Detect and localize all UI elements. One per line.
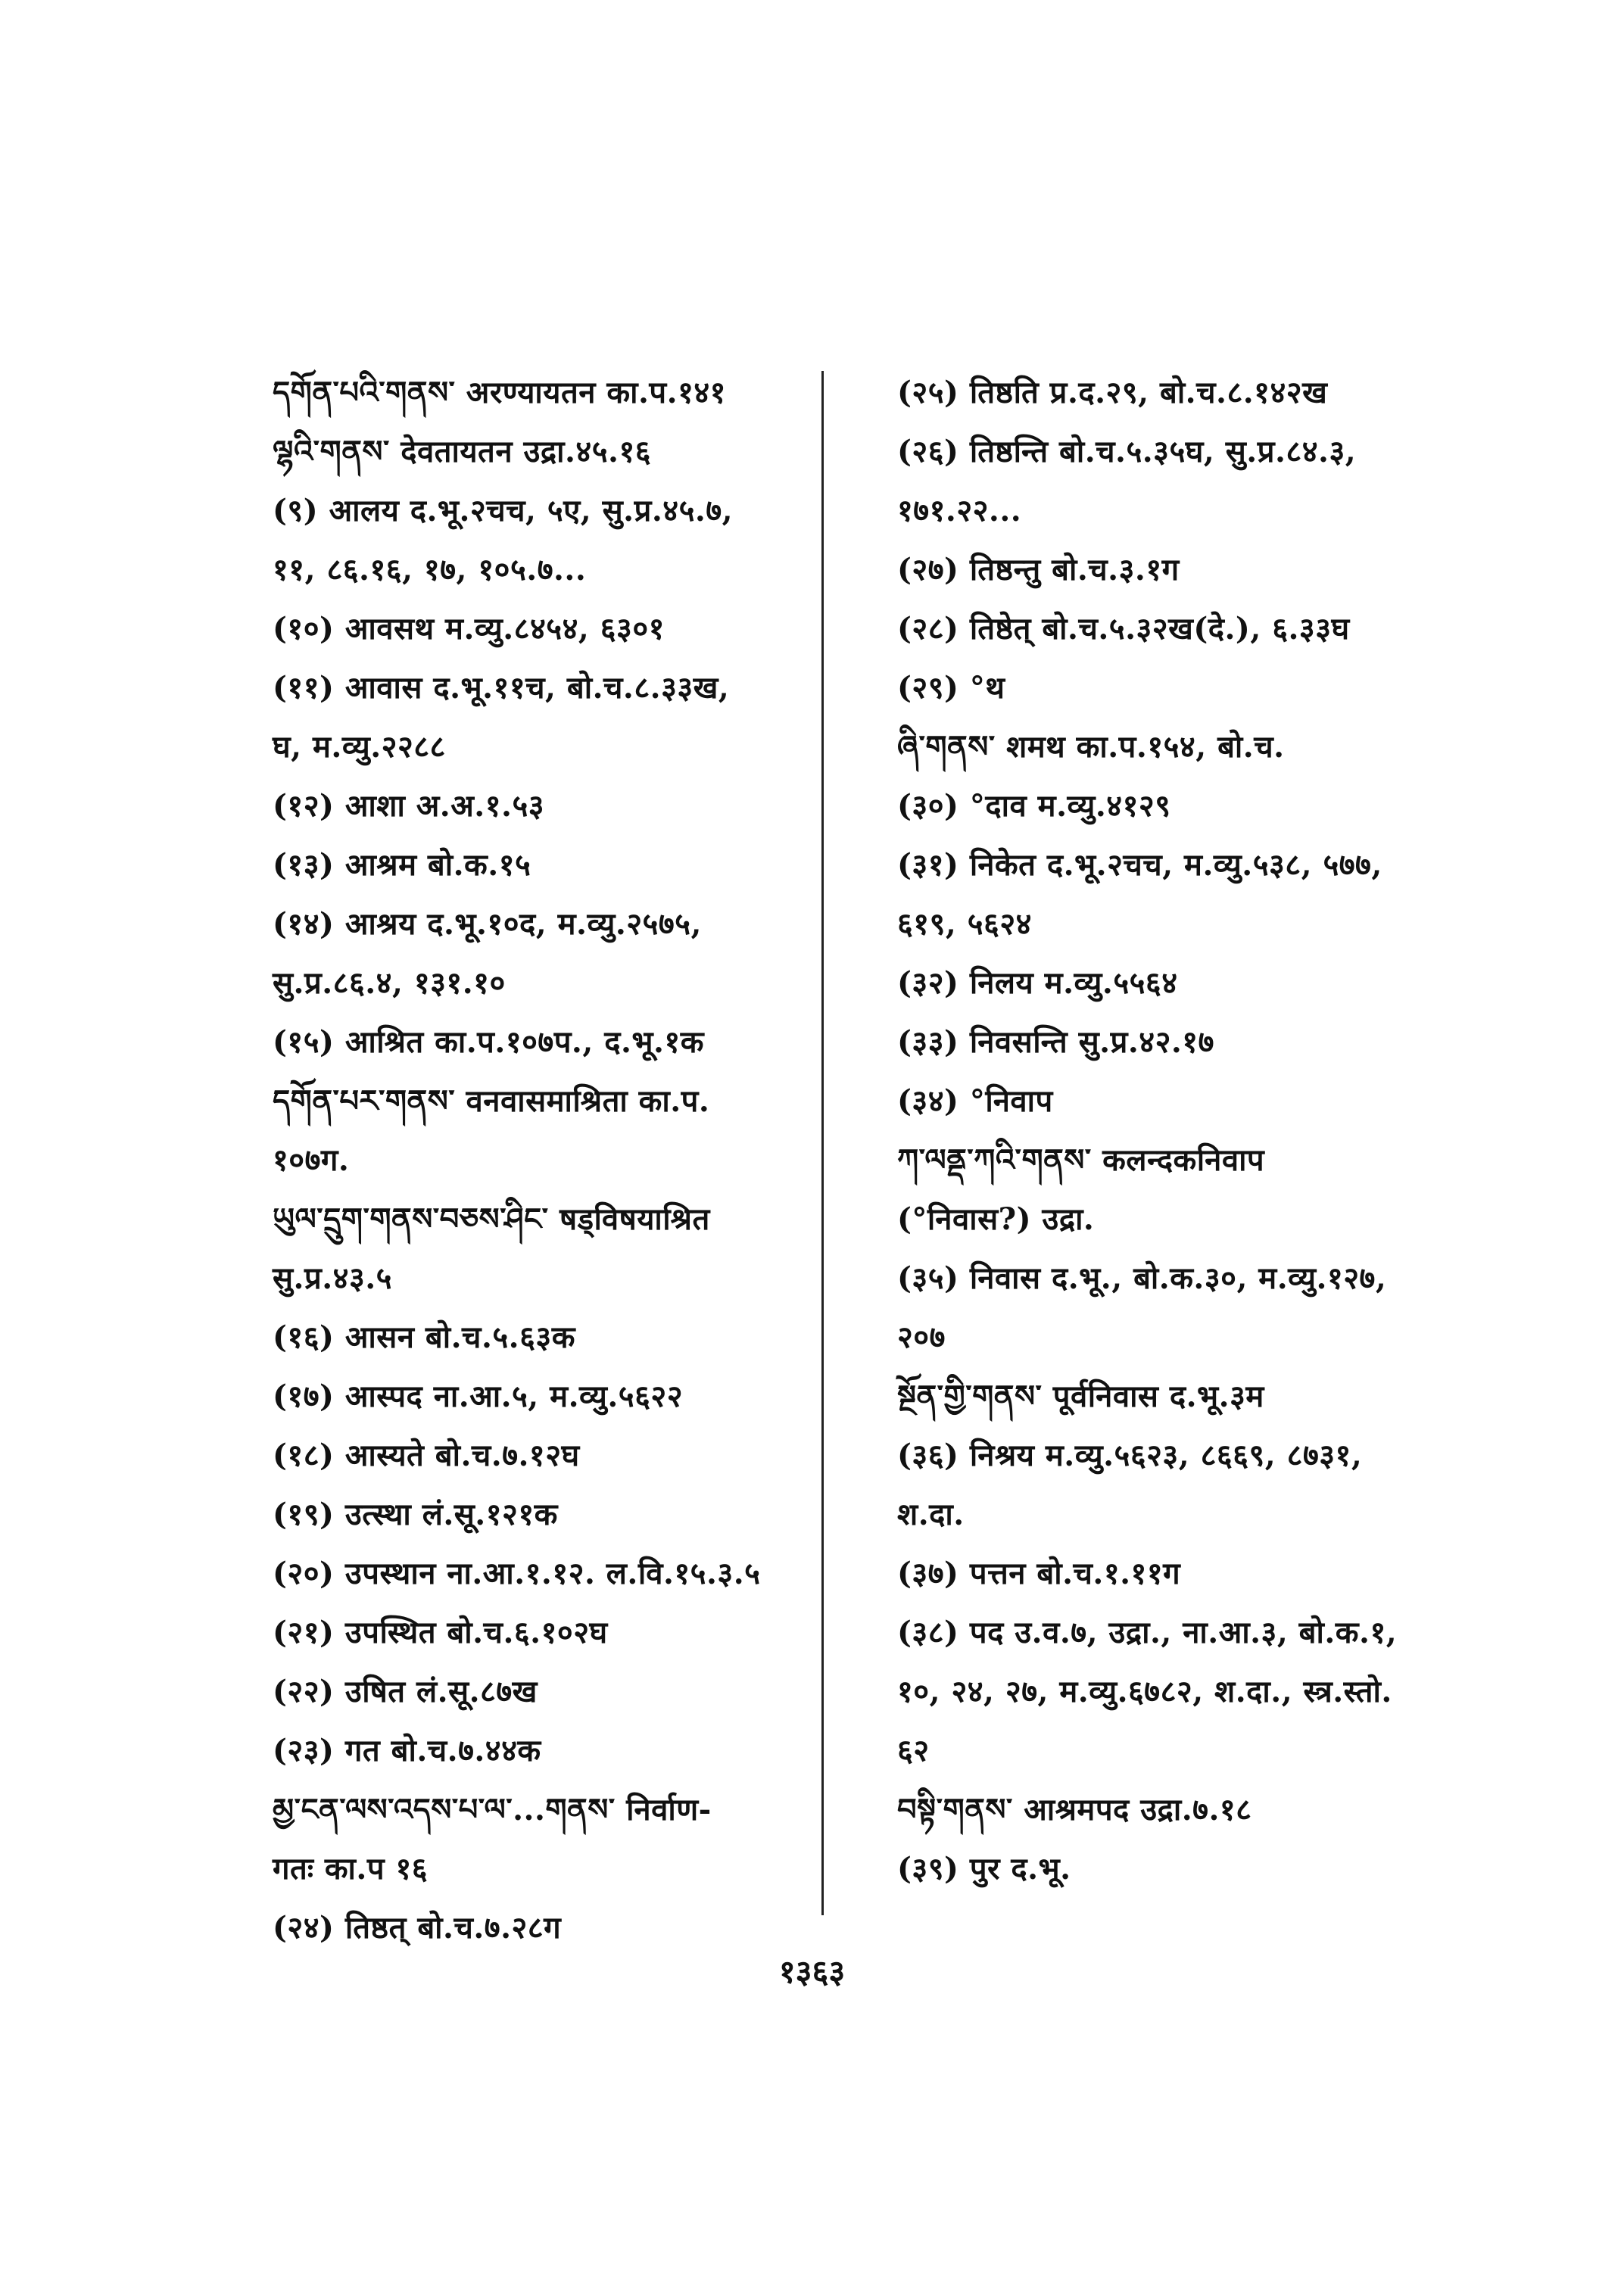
entry-line: (३७) पत्तन बो.च.१.११ग (897, 1556, 1181, 1591)
entry-line: (२८) तिष्ठेत् बो.च.५.३२ख(दे.), ६.३३घ (897, 611, 1350, 646)
entry-line: མྱ་ངན་ལས་འདས་པ་ལ་...གནས་ निर्वाण- (273, 1792, 712, 1827)
right-column (897, 363, 1488, 1899)
entry-line: (३३) निवसन्ति सु.प्र.४२.१७ (897, 1024, 1214, 1060)
entry-line: (°निवास?) उद्रा. (897, 1201, 1095, 1237)
entry-line: (१४) आश्रय द.भू.१०द, म.व्यु.२५७५, (273, 906, 702, 942)
entry-line: (९) आलय द.भू.२चच, ५ए, सु.प्र.४५.७, (273, 493, 734, 528)
entry-line: (२२) उषित लं.सू.८७ख (273, 1674, 538, 1709)
entry-line: (११) आवास द.भू.११च, बो.च.८.३३ख, (273, 670, 730, 706)
column-divider (821, 371, 824, 1915)
entry-line: (३५) निवास द.भू., बो.क.३०, म.व्यु.१२७, (897, 1260, 1387, 1296)
entry-line: (३१) निकेत द.भू.२चच, म.व्यु.५३८, ५७७, (897, 847, 1382, 883)
entry-line: (१५) आश्रित का.प.१०७प., द.भू.१क (273, 1024, 704, 1060)
entry-line: (२९) °थ (897, 670, 1005, 706)
entry-line: ཞི་གནས་ शमथ का.प.१५४, बो.च. (897, 729, 1285, 765)
entry-line: (२७) तिष्ठन्तु बो.च.३.१ग (897, 552, 1180, 587)
entry-line: (१९) उत्स्था लं.सू.१२१क (273, 1497, 558, 1532)
entry-line: (१७) आस्पद ना.आ.५, म.व्यु.५६२२ (273, 1379, 683, 1414)
entry-line: ཀ་ལནྡ་ཀའི་གནས་ कलन्दकनिवाप (897, 1142, 1265, 1178)
entry-line: (१०) आवसथ म.व्यु.८४५४, ६३०१ (273, 611, 665, 646)
entry-line: सु.प्र.८६.४, १३१.१० (273, 965, 506, 1001)
entry-line: सु.प्र.४३.५ (273, 1260, 392, 1296)
entry-line: (१८) आस्यते बो.च.७.१२घ (273, 1438, 580, 1473)
page-number: १३६३ (778, 1953, 846, 1990)
entry-line: ६१९, ५६२४ (897, 906, 1032, 942)
entry-line: १०७ग. (273, 1142, 350, 1178)
entry-line: (२१) उपस्थित बो.च.६.१०२घ (273, 1615, 608, 1650)
entry-line: (३४) °निवाप (897, 1083, 1053, 1119)
entry-line: (३०) °दाव म.व्यु.४१२९ (897, 788, 1171, 824)
entry-line: (२३) गत बो.च.७.४४क (273, 1733, 541, 1768)
entry-line: (२०) उपस्थान ना.आ.१.१२. ल.वि.१५.३.५ (273, 1556, 761, 1591)
entry-line: ལྷའི་གནས་ देवतायतन उद्रा.४५.१६ (273, 434, 652, 469)
entry-line: བསྟི་གནས་ आश्रमपद उद्रा.७.१८ (897, 1792, 1252, 1827)
entry-line: (२५) तिष्ठति प्र.द.२९, बो.च.८.१४२ख (897, 375, 1328, 410)
entry-line: (३२) निलय म.व्यु.५५६४ (897, 965, 1178, 1001)
entry-line: (१२) आशा अ.अ.१.५३ (273, 788, 545, 824)
entry-line: श.दा. (897, 1497, 965, 1532)
entry-line: २०७ (897, 1319, 946, 1355)
entry-line: १७१.२२... (897, 493, 1022, 528)
entry-line: (२४) तिष्ठत् बो.च.७.२८ग (273, 1910, 562, 1946)
entry-line: (१३) आश्रम बो.क.१५ (273, 847, 531, 883)
entry-line: (३८) पद उ.व.७, उद्रा., ना.आ.३, बो.क.१, (897, 1615, 1398, 1650)
entry-line: ११, ८६.१६, १७, १०५.७... (273, 552, 587, 587)
entry-line: (१६) आसन बो.च.५.६३क (273, 1319, 575, 1355)
entry-line: गतः का.प १६ (273, 1851, 429, 1886)
entry-line: घ, म.व्यु.२२८८ (273, 729, 446, 765)
entry-line: (३६) निश्रय म.व्यु.५६२३, ८६६९, ८७३१, (897, 1438, 1363, 1473)
entry-line: དགོན་པའི་གནས་ अरण्यायतन का.प.१४१ (273, 375, 726, 410)
entry-line: ६२ (897, 1733, 930, 1768)
entry-line: སྔོན་གྱི་གནས་ पूर्वनिवास द.भू.३म (897, 1379, 1264, 1414)
entry-line: ཡུལ་དྲུག་གནས་བཅས་ཤིང་ षड्विषयाश्रित (273, 1201, 710, 1237)
left-column (273, 363, 818, 1958)
entry-line: (३९) पुर द.भू. (897, 1851, 1071, 1886)
entry-line: (२६) तिष्ठन्ति बो.च.५.३५घ, सु.प्र.८४.३, (897, 434, 1357, 469)
entry-line: དགོན་པར་གནས་ वनवासमाश्रिता का.प. (273, 1083, 710, 1119)
entry-line: १०, २४, २७, म.व्यु.६७८२, श.दा., स्त्र.स्तो. (897, 1674, 1392, 1709)
